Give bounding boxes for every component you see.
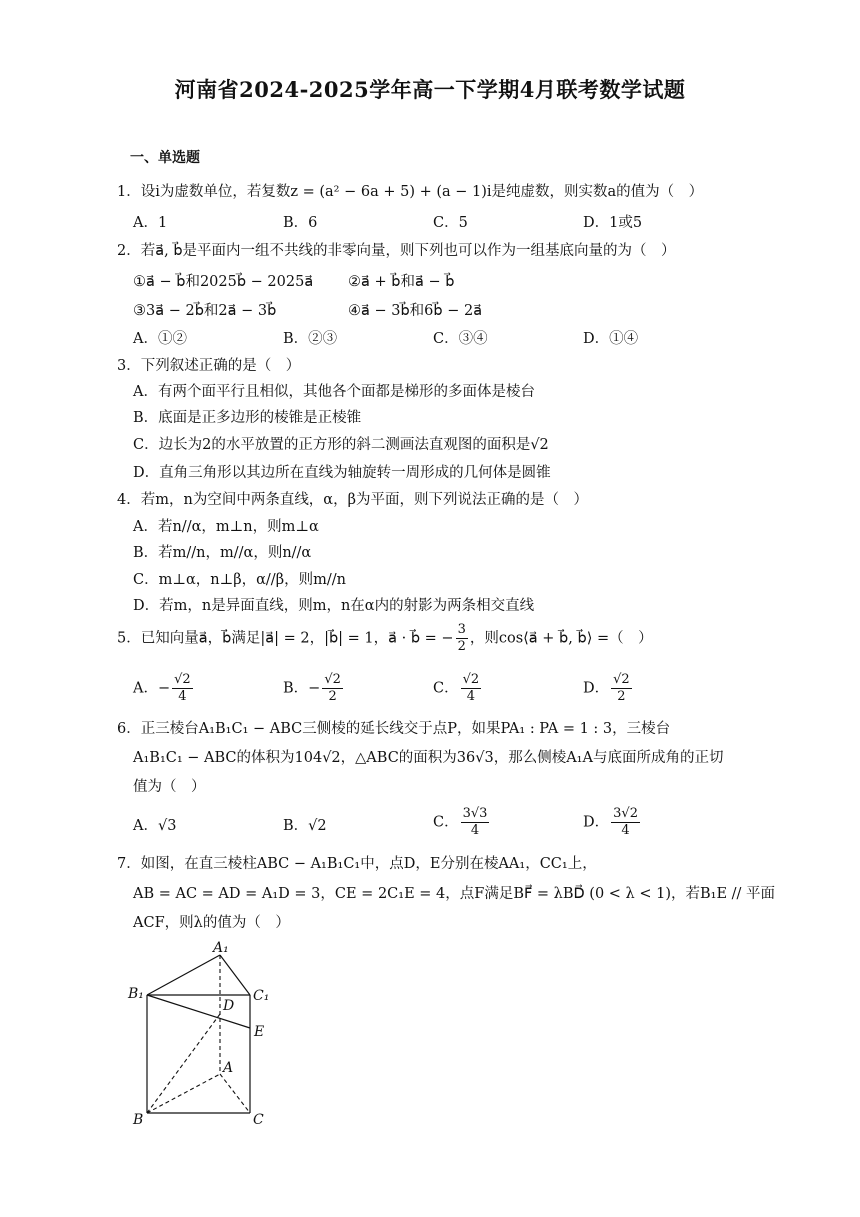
q6-line-3: 值为（ ） <box>133 779 206 795</box>
prism-diagram <box>125 938 285 1133</box>
q5-a-fraction <box>172 672 193 705</box>
q6-d-fraction <box>611 806 640 839</box>
q3-stem: 3．下列叙述正确的是（ ） <box>117 358 301 374</box>
q3-option-a: A．有两个面平行且相似，其他各个面都是梯形的多面体是棱台 <box>133 384 535 400</box>
q5-d-fraction <box>611 672 632 705</box>
q6-d-den: 4 <box>621 823 630 838</box>
q6-c-num: 3√3 <box>462 806 488 821</box>
q2-pair-3: ③3a⃗ − 2b⃗和2a⃗ − 3b⃗ <box>133 303 277 319</box>
label-b: B <box>133 1112 144 1128</box>
q7-line-3: ACF，则λ的值为（ ） <box>133 915 290 931</box>
q2-option-d: D．①④ <box>583 331 639 347</box>
q4-option-b: B．若m//n，m//α，则n//α <box>133 545 312 561</box>
q2-stem: 2．若a⃗, b⃗是平面内一组不共线的非零向量，则下列也可以作为一组基底向量的为（ ） <box>117 243 676 259</box>
label-c: C <box>253 1112 264 1128</box>
q7-line-2: AB = AC = AD = A₁D = 3，CE = 2C₁E = 4，点F满足BF⃗ = λBD⃗ (0 < λ < 1)，若B₁E // 平面 <box>133 886 776 902</box>
q5-option-b <box>283 672 345 705</box>
edge-b-a <box>147 1074 220 1113</box>
q6-d-prefix: D． <box>583 814 610 831</box>
q5-a-den: 4 <box>178 689 187 704</box>
q1-option-a: A．1 <box>133 215 168 231</box>
q6-option-d <box>583 806 642 839</box>
label-d: D <box>223 998 235 1014</box>
q7-line-1: 7．如图，在直三棱柱ABC − A₁B₁C₁中，点D，E分别在棱AA₁，CC₁上， <box>117 856 597 872</box>
q6-d-num: 3√2 <box>613 806 638 821</box>
q5-b-den: 2 <box>328 689 337 704</box>
q3-option-d: D．直角三角形以其边所在直线为轴旋转一周形成的几何体是圆锥 <box>133 465 551 481</box>
q5-b-fraction <box>322 672 343 705</box>
q5-c-num: √2 <box>462 672 480 687</box>
q6-c-fraction <box>461 806 490 839</box>
label-a: A <box>223 1060 234 1076</box>
q6-c-prefix: C． <box>433 814 459 831</box>
q5-stem <box>117 622 653 655</box>
q5-a-prefix: A．− <box>133 680 171 697</box>
prism-figure <box>125 938 285 1133</box>
segment-b-d <box>147 1014 220 1113</box>
q5-c-den: 4 <box>466 689 476 704</box>
label-b1: B₁ <box>128 986 144 1002</box>
q6-line-1: 6．正三棱台A₁B₁C₁ − ABC三侧棱的延长线交于点P，如果PA₁ : PA = 1 : 3，三棱台 <box>117 721 671 737</box>
q1-option-d: D．1或5 <box>583 215 643 231</box>
q5-d-num: √2 <box>613 672 630 687</box>
q3-option-c: C．边长为2的水平放置的正方形的斜二测画法直观图的面积是√2 <box>133 437 549 453</box>
q5-c-prefix: C． <box>433 680 459 697</box>
label-e: E <box>254 1024 265 1040</box>
q5-b-prefix: B．− <box>283 680 321 697</box>
q2-pair-1: ①a⃗ − b⃗和2025b⃗ − 2025a⃗ <box>133 274 314 290</box>
q4-option-a: A．若n//α，m⊥n，则m⊥α <box>133 519 319 535</box>
q2-option-c: C．③④ <box>433 331 488 347</box>
q5-a-num: √2 <box>174 672 191 687</box>
q5-fraction-denominator: 2 <box>457 639 466 654</box>
q2-option-b: B．②③ <box>283 331 338 347</box>
q6-option-c <box>433 806 491 839</box>
label-a1: A₁ <box>213 940 229 956</box>
segment-b1-e <box>147 995 250 1028</box>
q1-option-c: C．5 <box>433 215 468 231</box>
page-title: 河南省2024-2025学年高一下学期4月联考数学试题 <box>174 77 686 102</box>
q2-option-a: A．①② <box>133 331 187 347</box>
q3-option-b: B．底面是正多边形的棱锥是正棱锥 <box>133 410 362 426</box>
q1-option-b: B．6 <box>283 215 318 231</box>
edge-b1-a1 <box>147 955 220 995</box>
edge-a-c <box>220 1074 250 1113</box>
q4-option-c: C．m⊥α，n⊥β，α//β，则m//n <box>133 572 346 588</box>
q5-fraction-numerator: 3 <box>457 622 466 637</box>
q5-stem-end: ，则cos⟨a⃗ + b⃗, b⃗⟩ =（ ） <box>469 630 653 647</box>
q2-pair-2: ②a⃗ + b⃗和a⃗ − b⃗ <box>348 274 455 290</box>
label-c1: C₁ <box>253 988 270 1004</box>
q5-option-d <box>583 672 634 705</box>
q5-b-num: √2 <box>324 672 341 687</box>
q4-option-d: D．若m，n是异面直线，则m，n在α内的射影为两条相交直线 <box>133 598 535 614</box>
q5-c-fraction <box>461 672 482 705</box>
edge-a1-c1 <box>220 955 250 995</box>
q5-fraction <box>456 622 468 655</box>
q5-d-prefix: D． <box>583 680 610 697</box>
q1-stem: 1．设i为虚数单位，若复数z = (a² − 6a + 5) + (a − 1)i是纯虚数，则实数a的值为（ ） <box>117 184 704 200</box>
q4-stem: 4．若m，n为空间中两条直线，α，β为平面，则下列说法正确的是（ ） <box>117 492 588 508</box>
q6-c-den: 4 <box>470 823 480 838</box>
q6-option-b: B．√2 <box>283 818 327 834</box>
q6-line-2: A₁B₁C₁ − ABC的体积为104√2，△ABC的面积为36√3，那么侧棱A₁A与底面所成角的正切 <box>133 750 724 766</box>
section-heading: 一、单选题 <box>130 150 200 166</box>
q5-option-a <box>133 672 195 705</box>
q5-option-c <box>433 672 483 705</box>
q5-d-den: 2 <box>617 689 626 704</box>
q5-stem-start: 5．已知向量a⃗，b⃗满足|a⃗| = 2，|b⃗| = 1，a⃗ · b⃗ = − <box>117 630 454 647</box>
q6-option-a: A．√3 <box>133 818 177 834</box>
q2-pair-4: ④a⃗ − 3b⃗和6b⃗ − 2a⃗ <box>348 303 483 319</box>
